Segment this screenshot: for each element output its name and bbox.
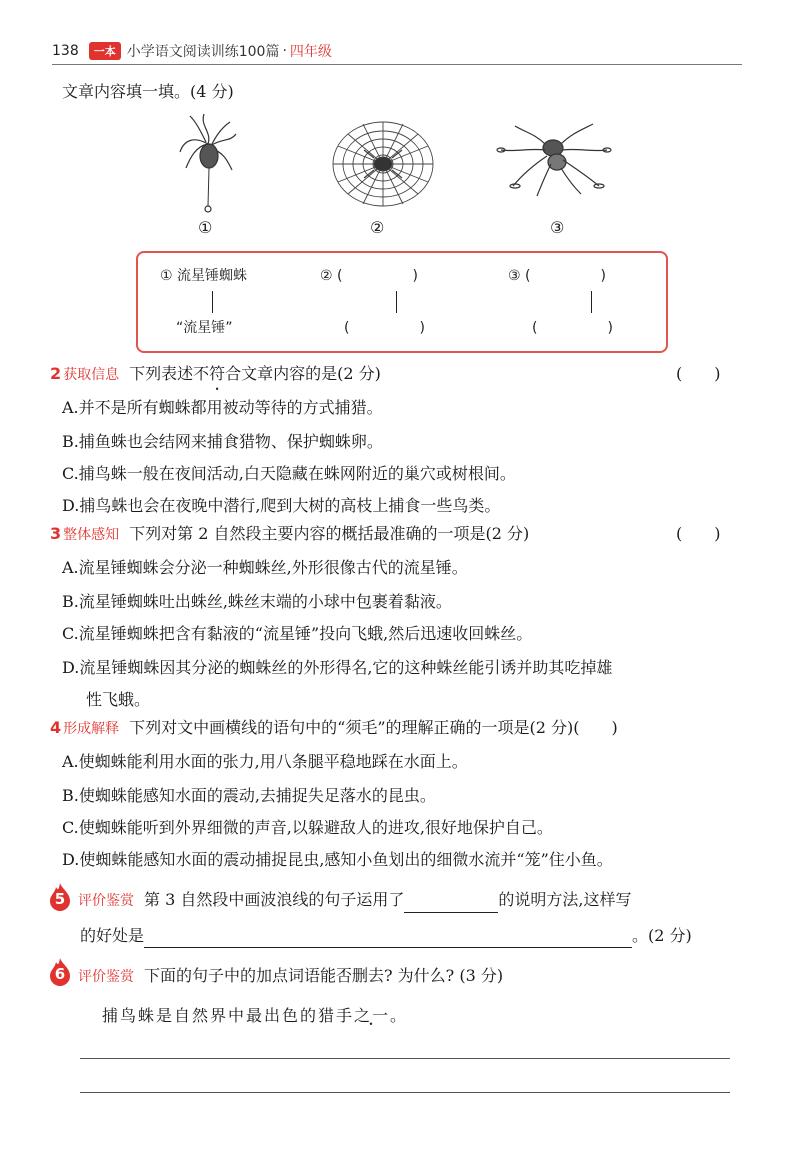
q2-number: 2 — [50, 364, 62, 383]
q2-stem-a: 下列表述 — [129, 364, 194, 383]
box-r2c3[interactable]: ( ) — [532, 320, 613, 336]
q1-prompt: 文章内容填一填。(4 分) — [62, 82, 234, 101]
grade-label: 四年级 — [289, 44, 332, 60]
q3-stem: 下列对第 2 自然段主要内容的概括最准确的一项是(2 分) — [129, 524, 530, 543]
q6-quote — [102, 1003, 408, 1026]
page-number: 138 — [52, 43, 79, 59]
q6-answer-line-2[interactable] — [80, 1092, 730, 1093]
q5-blank-benefit[interactable] — [144, 929, 632, 948]
flame-icon — [48, 883, 72, 911]
brand-logo: 一本 — [89, 42, 121, 60]
box-connector-1 — [212, 291, 213, 313]
q4-number: 4 — [50, 718, 62, 737]
q6-answer-line-1[interactable] — [80, 1058, 730, 1059]
q3-number: 3 — [50, 524, 62, 543]
q6-tag: 评价鉴赏 — [78, 969, 134, 985]
header-rule — [52, 64, 742, 65]
page-header — [52, 40, 332, 62]
q4-tag: 形成解释 — [63, 721, 120, 737]
box-connector-3 — [591, 291, 592, 313]
pic2-label: ② — [370, 218, 385, 237]
q4-option-b: B.使蜘蛛能感知水面的震动,去捕捉失足落水的昆虫。 — [62, 786, 436, 805]
q5-line2-a: 的好处是 — [80, 926, 145, 945]
q5-tag: 评价鉴赏 — [78, 893, 134, 909]
q2-header — [50, 362, 381, 387]
q2-option-b: B.捕鱼蛛也会结网来捕食猎物、保护蜘蛛卵。 — [62, 432, 383, 451]
q3-option-d-cont: 性飞蛾。 — [86, 690, 151, 709]
q4-header — [50, 716, 618, 741]
q3-option-d: D.流星锤蜘蛛因其分泌的蜘蛛丝的外形得名,它的这种蛛丝能引诱并助其吃掉雄 — [62, 658, 613, 677]
fill-in-box — [136, 251, 668, 353]
box-r2c2[interactable]: ( ) — [344, 320, 425, 336]
q5-line2-b: 。(2 分) — [632, 926, 692, 945]
q4-stem[interactable]: 下列对文中画横线的语句中的“须毛”的理解正确的一项是(2 分)( ) — [129, 718, 618, 737]
q3-option-a: A.流星锤蜘蛛会分泌一种蜘蛛丝,外形很像古代的流星锤。 — [62, 558, 468, 577]
q6-header — [76, 964, 503, 989]
q2-stem-b: 文章内容的是(2 分) — [241, 364, 381, 383]
q4-option-a: A.使蜘蛛能利用水面的张力,用八条腿平稳地踩在水面上。 — [62, 752, 468, 771]
q5-line1 — [76, 888, 631, 913]
box-r1c3[interactable]: ③ ( ) — [508, 268, 606, 284]
q5-stem-a: 第 3 自然段中画波浪线的句子运用了 — [144, 890, 405, 909]
q2-answer-paren[interactable]: ( ) — [676, 364, 721, 383]
box-r1c2[interactable]: ② ( ) — [320, 268, 418, 284]
q3-tag: 整体感知 — [63, 527, 120, 543]
q6-stem: 下面的句子中的加点词语能否删去? 为什么? (3 分) — [144, 966, 504, 985]
spider-web-illustration — [328, 118, 438, 210]
pic3-label: ③ — [550, 218, 565, 237]
q5-number: 5 — [54, 890, 66, 908]
q5-stem-b: 的说明方法,这样写 — [498, 890, 632, 909]
title-separator: · — [282, 43, 287, 59]
q6-quote-b: 。 — [390, 1006, 409, 1025]
flame-icon — [48, 958, 72, 986]
book-title: 小学语文阅读训练100篇 — [126, 44, 280, 60]
q2-option-a: A.并不是所有蜘蛛都用被动等待的方式捕猎。 — [62, 398, 383, 417]
q6-quote-emphasis: 之一 — [354, 1006, 391, 1025]
fishing-spider-illustration — [495, 120, 613, 198]
q3-option-c: C.流星锤蜘蛛把含有黏液的“流星锤”投向飞蛾,然后迅速收回蛛丝。 — [62, 624, 533, 643]
q5-blank-method[interactable] — [404, 894, 498, 913]
q6-quote-a: 捕鸟蛛是自然界中最出色的猎手 — [102, 1006, 355, 1025]
q4-option-d: D.使蜘蛛能感知水面的震动捕捉昆虫,感知小鱼划出的细微水流并“笼”住小鱼。 — [62, 850, 613, 869]
pic1-label: ① — [198, 218, 213, 237]
q3-option-b: B.流星锤蜘蛛吐出蛛丝,蛛丝末端的小球中包裹着黏液。 — [62, 592, 452, 611]
box-connector-2 — [396, 291, 397, 313]
box-r2c1: “流星锤” — [176, 320, 233, 336]
q3-header — [50, 522, 529, 547]
bolas-spider-illustration — [172, 112, 242, 217]
box-r1c1: ① 流星锤蜘蛛 — [160, 268, 248, 284]
q6-number: 6 — [54, 965, 66, 983]
q4-option-c: C.使蜘蛛能听到外界细微的声音,以躲避敌人的进攻,很好地保护自己。 — [62, 818, 553, 837]
q2-option-c: C.捕鸟蛛一般在夜间活动,白天隐藏在蛛网附近的巢穴或树根间。 — [62, 464, 516, 483]
q2-stem-emphasis: 不符合 — [193, 364, 242, 383]
q2-tag: 获取信息 — [63, 367, 120, 383]
q3-answer-paren[interactable]: ( ) — [676, 524, 721, 543]
q2-option-d: D.捕鸟蛛也会在夜晚中潜行,爬到大树的高枝上捕食一些鸟类。 — [62, 496, 501, 515]
q5-line2 — [80, 924, 692, 948]
